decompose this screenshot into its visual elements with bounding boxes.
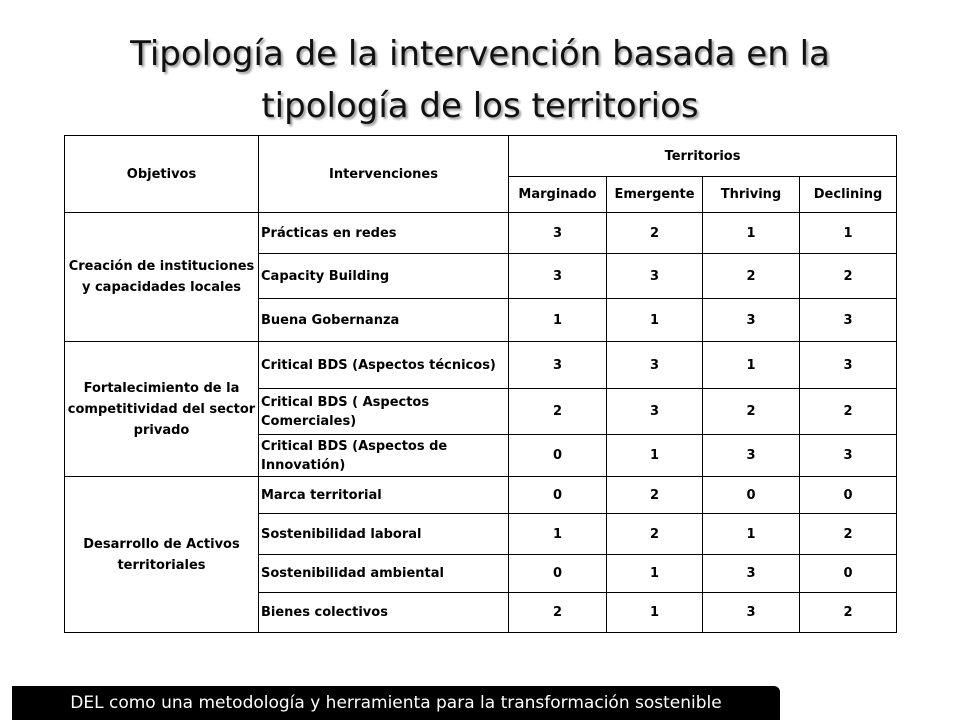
value-marginado: 3 xyxy=(509,254,607,299)
value-emergente: 2 xyxy=(607,213,703,254)
value-thriving: 3 xyxy=(703,435,800,477)
objective-cell: Fortalecimiento de la competitividad del sector privado xyxy=(65,342,259,477)
value-declining: 2 xyxy=(800,593,897,633)
intervention-cell: Marca territorial xyxy=(259,477,509,514)
value-declining: 3 xyxy=(800,342,897,389)
value-emergente: 1 xyxy=(607,555,703,593)
intervention-cell: Sostenibilidad ambiental xyxy=(259,555,509,593)
value-thriving: 3 xyxy=(703,593,800,633)
header-objetivos: Objetivos xyxy=(65,136,259,213)
footer-banner: DEL como una metodología y herramienta para la transformación sostenible xyxy=(12,686,780,720)
slide-title-line-1: Tipología de la intervención basada en la xyxy=(130,34,830,74)
header-thriving: Thriving xyxy=(703,177,800,213)
value-marginado: 0 xyxy=(509,477,607,514)
intervention-cell: Capacity Building xyxy=(259,254,509,299)
value-marginado: 0 xyxy=(509,555,607,593)
value-marginado: 1 xyxy=(509,514,607,555)
value-thriving: 2 xyxy=(703,389,800,435)
value-thriving: 0 xyxy=(703,477,800,514)
value-emergente: 1 xyxy=(607,593,703,633)
value-emergente: 3 xyxy=(607,389,703,435)
header-emergente: Emergente xyxy=(607,177,703,213)
header-declining: Declining xyxy=(800,177,897,213)
intervention-cell: Critical BDS ( Aspectos Comerciales) xyxy=(259,389,509,435)
table-row xyxy=(65,342,897,389)
value-marginado: 2 xyxy=(509,593,607,633)
value-thriving: 3 xyxy=(703,555,800,593)
value-marginado: 2 xyxy=(509,389,607,435)
header-intervenciones: Intervenciones xyxy=(259,136,509,213)
value-thriving: 1 xyxy=(703,213,800,254)
value-thriving: 1 xyxy=(703,342,800,389)
value-emergente: 1 xyxy=(607,435,703,477)
intervention-cell: Bienes colectivos xyxy=(259,593,509,633)
objective-cell: Creación de instituciones y capacidades locales xyxy=(65,213,259,342)
table-row xyxy=(65,477,897,514)
value-emergente: 1 xyxy=(607,299,703,342)
slide-title xyxy=(0,28,960,132)
value-thriving: 3 xyxy=(703,299,800,342)
intervention-cell: Critical BDS (Aspectos técnicos) xyxy=(259,342,509,389)
intervention-cell: Sostenibilidad laboral xyxy=(259,514,509,555)
slide-title-line-2: tipología de los territorios xyxy=(261,86,699,126)
intervention-cell: Buena Gobernanza xyxy=(259,299,509,342)
header-marginado: Marginado xyxy=(509,177,607,213)
intervention-cell: Critical BDS (Aspectos de Innovatión) xyxy=(259,435,509,477)
value-thriving: 2 xyxy=(703,254,800,299)
intervention-cell: Prácticas en redes xyxy=(259,213,509,254)
objective-cell: Desarrollo de Activos territoriales xyxy=(65,477,259,633)
value-emergente: 3 xyxy=(607,342,703,389)
value-marginado: 0 xyxy=(509,435,607,477)
value-declining: 1 xyxy=(800,213,897,254)
value-declining: 3 xyxy=(800,435,897,477)
value-declining: 0 xyxy=(800,477,897,514)
typology-table xyxy=(64,135,897,633)
value-emergente: 2 xyxy=(607,514,703,555)
value-declining: 0 xyxy=(800,555,897,593)
value-emergente: 3 xyxy=(607,254,703,299)
value-declining: 2 xyxy=(800,389,897,435)
value-declining: 3 xyxy=(800,299,897,342)
value-declining: 2 xyxy=(800,514,897,555)
table-row xyxy=(65,213,897,254)
value-marginado: 1 xyxy=(509,299,607,342)
header-territorios: Territorios xyxy=(509,136,897,177)
value-thriving: 1 xyxy=(703,514,800,555)
value-marginado: 3 xyxy=(509,342,607,389)
value-emergente: 2 xyxy=(607,477,703,514)
value-marginado: 3 xyxy=(509,213,607,254)
value-declining: 2 xyxy=(800,254,897,299)
